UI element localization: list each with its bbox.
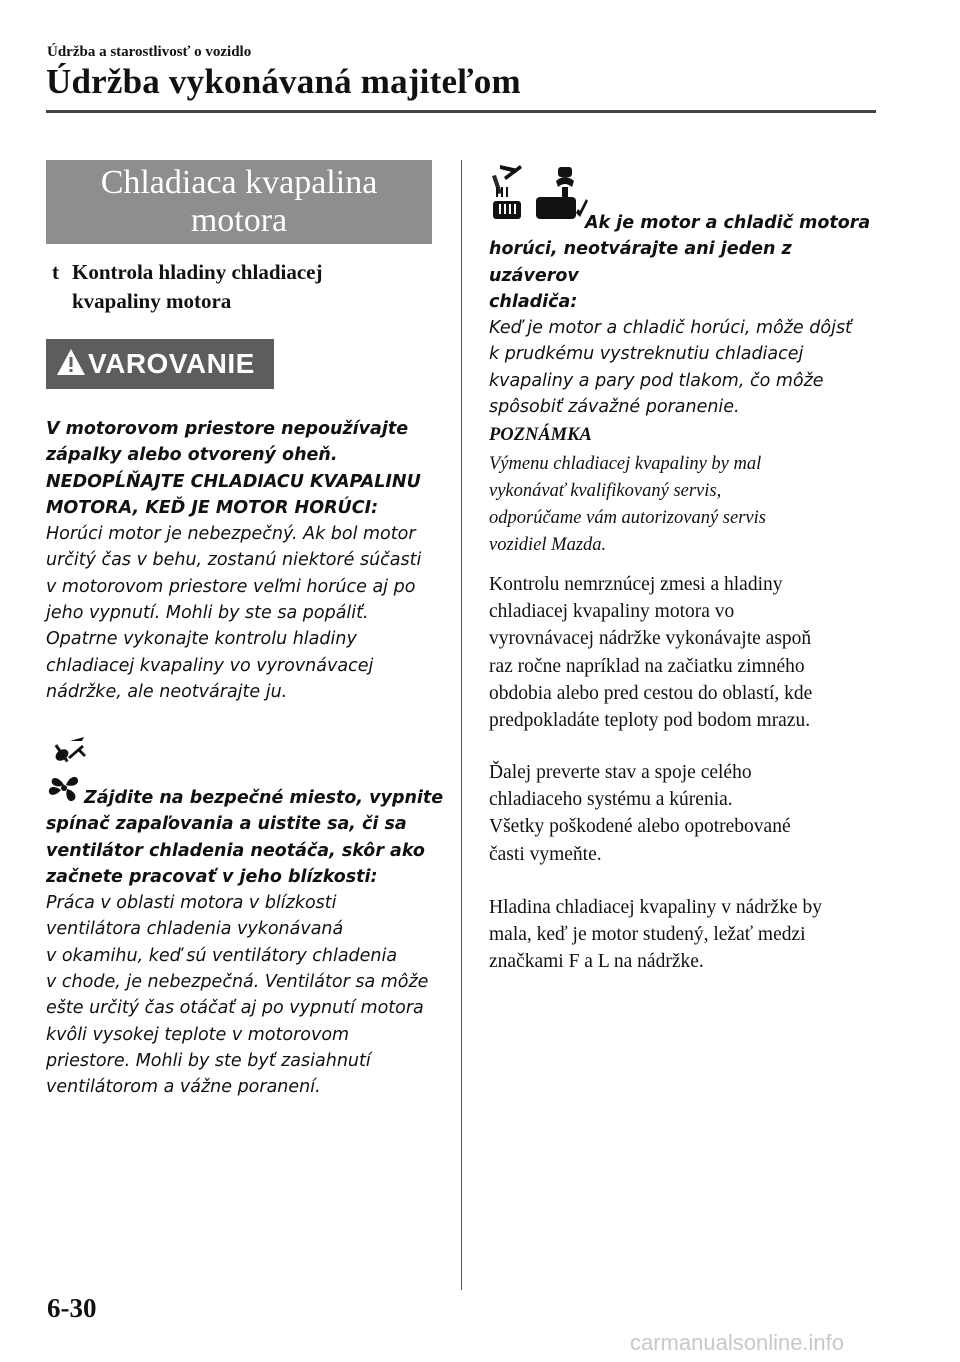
paragraph-line: značkami F a L na nádržke. — [489, 951, 704, 973]
subheading — [52, 258, 322, 316]
subheading-bullet: t — [52, 260, 59, 284]
paragraph-line: chladiaceho systému a kúrenia. — [489, 789, 733, 811]
hot-line: kvapaliny a pary pod tlakom, čo môže — [489, 370, 824, 391]
warning-line: MOTORA, KEĎ JE MOTOR HORÚCI: — [46, 497, 379, 518]
hot-line: k prudkému vystreknutiu chladiacej — [489, 344, 804, 365]
hot-warning-text — [489, 210, 879, 420]
warning-line: Horúci motor je nebezpečný. Ak bol motor — [46, 524, 416, 545]
paragraph-line: Ďalej preverte stav a spoje celého — [489, 762, 752, 783]
fan-line: priestore. Mohli by ste byť zasiahnutí — [46, 1050, 371, 1071]
paragraph-line: Hladina chladiacej kvapaliny v nádržke by — [489, 897, 822, 918]
paragraph-line: Kontrolu nemrznúcej zmesi a hladiny — [489, 574, 783, 595]
subheading-line-2: kvapaliny motora — [72, 289, 232, 313]
hot-line: chladiča: — [489, 291, 578, 312]
fan-line: kvôli vysokej teplote v motorovom — [46, 1024, 350, 1045]
warning-text — [46, 416, 456, 705]
hot-line: spôsobiť závažné poranenie. — [489, 397, 740, 418]
page-number: 6-30 — [47, 1293, 97, 1323]
paragraph-line: chladiacej kvapaliny motora vo — [489, 601, 735, 623]
fan-line: začnete pracovať v jeho blízkosti: — [46, 866, 378, 887]
section-title-line-1: Chladiaca kvapalina — [100, 164, 378, 201]
paragraph-line: časti vymeňte. — [489, 843, 602, 865]
warning-line: určitý čas v behu, zostanú niektoré súčasti — [46, 550, 422, 571]
fan-line: v okamihu, keď sú ventilátory chladenia — [46, 945, 398, 966]
paragraph-coolant-level — [489, 894, 879, 976]
fan-warning-text — [46, 785, 456, 1101]
page-title: Údržba vykonávaná majiteľom — [46, 62, 521, 101]
warning-line: chladiacej kvapaliny vo vyrovnávacej — [46, 655, 374, 676]
section-title-line-2: motora — [190, 202, 288, 239]
section-title-box — [46, 160, 432, 244]
paragraph-line: mala, keď je motor studený, ležať medzi — [489, 924, 806, 946]
fan-line: spínač zapaľovania a uistite sa, či sa — [46, 814, 407, 835]
note-text — [489, 451, 869, 559]
paragraph-line: obdobia alebo pred cestou do oblastí, kde — [489, 682, 813, 704]
title-divider — [46, 110, 876, 113]
paragraph-line: raz ročne napríklad na začiatku zimného — [489, 655, 805, 677]
warning-banner — [46, 339, 274, 389]
hot-line: Keď je motor a chladič horúci, môže dôjsť — [489, 318, 852, 339]
fan-line: Práca v oblasti motora v blízkosti — [46, 893, 337, 914]
subheading-line-1: Kontrola hladiny chladiacej — [72, 260, 323, 284]
column-divider — [461, 160, 462, 1290]
note-line: vozidiel Mazda. — [489, 535, 607, 555]
warning-line: jeho vypnutí. Mohli by ste sa popáliť. — [46, 603, 369, 624]
fan-line: Zájdite na bezpečné miesto, vypnite — [84, 788, 444, 808]
breadcrumb: Údržba a starostlivosť o vozidlo — [47, 44, 252, 60]
fan-line: ventilátor chladenia neotáča, skôr ako — [46, 840, 425, 861]
fan-line: ešte určitý čas otáčať aj po vypnutí motora — [46, 998, 424, 1019]
warning-line: v motorovom priestore veľmi horúce aj po — [46, 576, 416, 597]
warning-line: Opatrne vykonajte kontrolu hladiny — [46, 629, 357, 650]
paragraph-line: vyrovnávacej nádržke vykonávajte aspoň — [489, 628, 812, 650]
fan-line: ventilátora chladenia vykonávaná — [46, 919, 344, 940]
note-line: vykonávať kvalifikovaný servis, — [489, 481, 722, 501]
note-line: Výmenu chladiacej kvapaliny by mal — [489, 454, 762, 474]
warning-line: NEDOPĹŇAJTE CHLADIACU KVAPALINU — [46, 471, 421, 492]
warning-line: zápalky alebo otvorený oheň. — [46, 445, 338, 466]
paragraph-antifreeze — [489, 571, 879, 734]
note-title: POZNÁMKA — [489, 425, 592, 445]
paragraph-line: predpokladáte teploty pod bodom mrazu. — [489, 710, 811, 732]
warning-triangle-icon — [56, 348, 86, 376]
paragraph-line: Všetky poškodené alebo opotrebované — [489, 816, 791, 838]
warning-line: nádržke, ale neotvárajte ju. — [46, 681, 288, 702]
fan-line: v chode, je nebezpečná. Ventilátor sa môže — [46, 972, 429, 993]
fan-line: ventilátorom a vážne poranení. — [46, 1077, 321, 1098]
paragraph-system-check — [489, 759, 879, 868]
hot-line: Ak je motor a chladič motora — [585, 213, 871, 233]
warning-line: V motorovom priestore nepoužívajte — [46, 419, 409, 439]
note-line: odporúčame vám autorizovaný servis — [489, 508, 766, 528]
hot-line: horúci, neotvárajte ani jeden z uzáverov — [489, 239, 792, 286]
warning-label: VAROVANIE — [88, 348, 255, 379]
fan-warning-icon — [50, 735, 88, 769]
watermark: carmanualsonline.info — [630, 1330, 845, 1355]
